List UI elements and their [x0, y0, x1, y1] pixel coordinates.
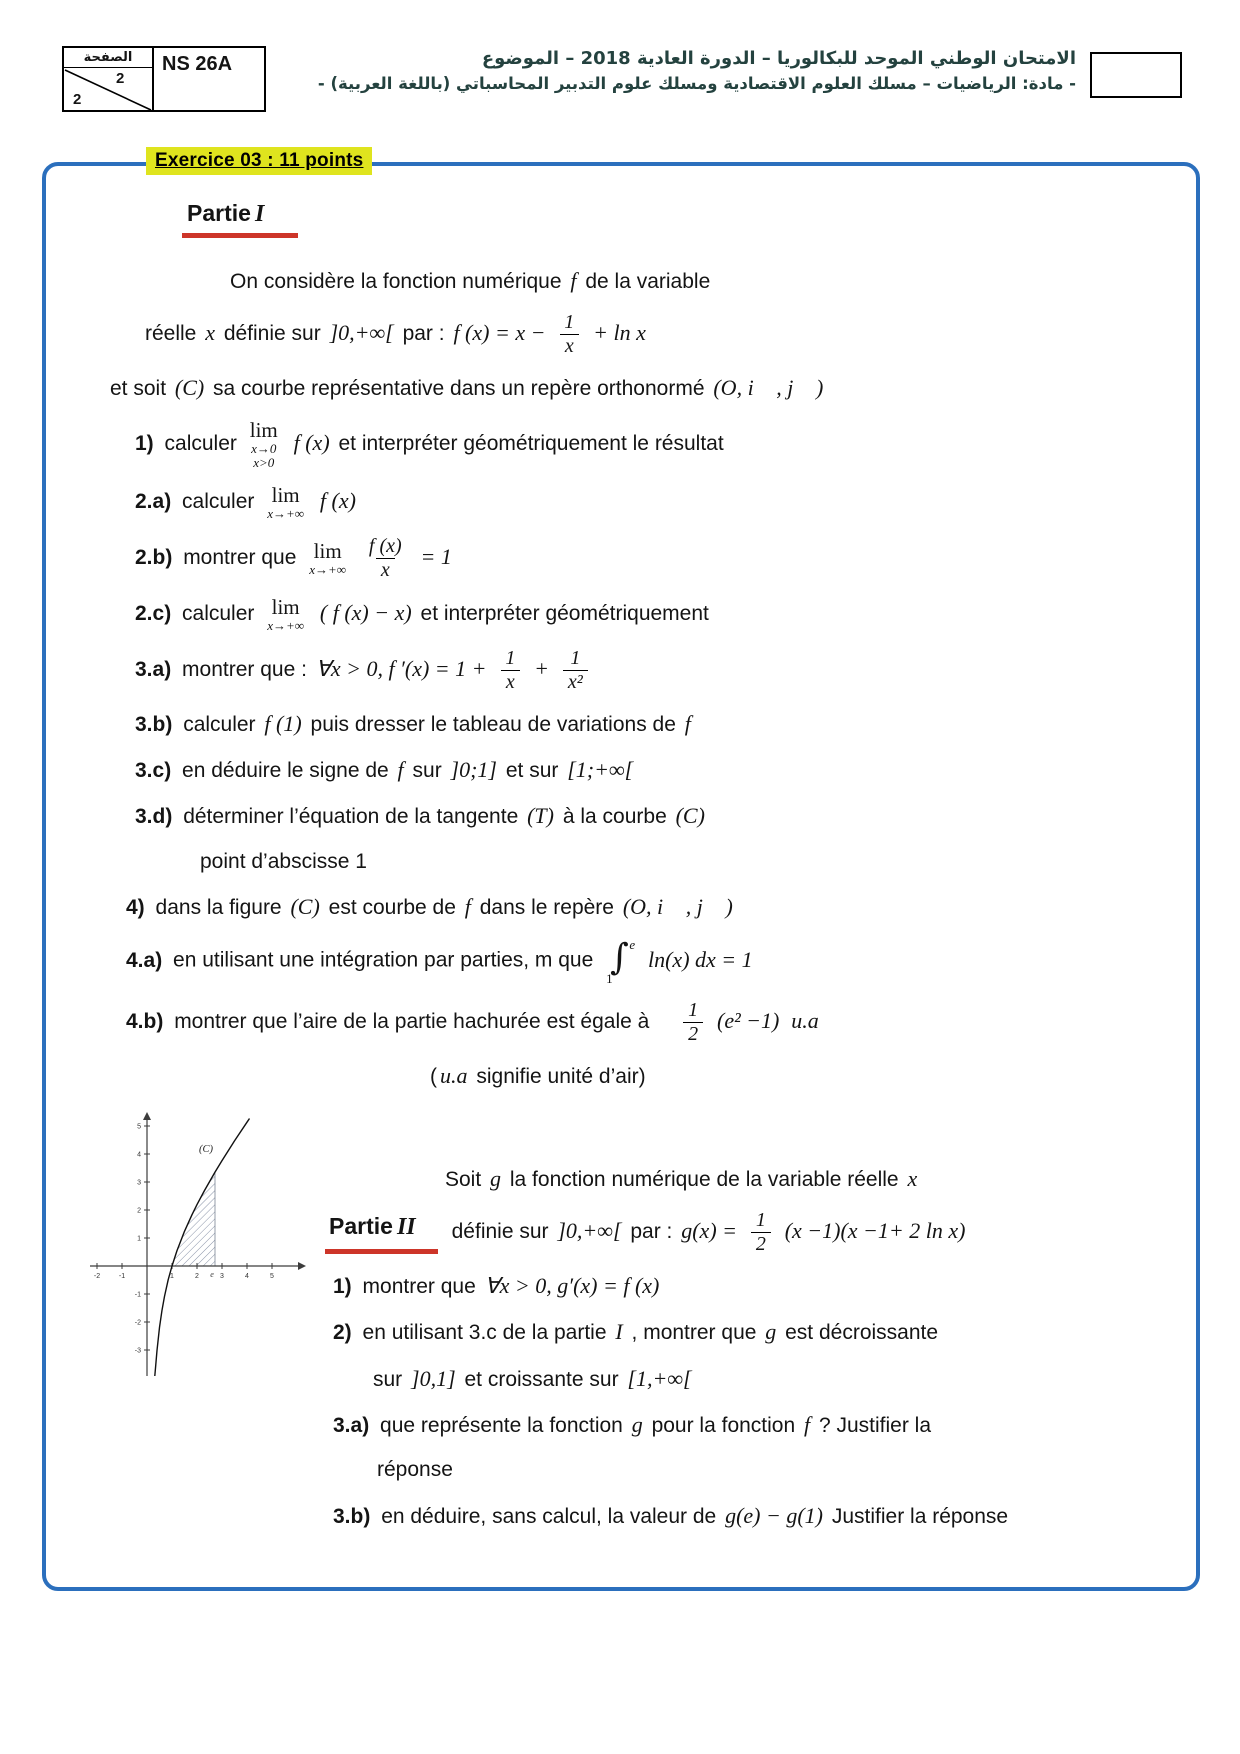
math-interval: ]0,1]: [411, 1365, 456, 1391]
math-T: (T): [527, 803, 554, 829]
fraction: [683, 1000, 703, 1045]
text: sa courbe représentative dans un repère orthonormé: [213, 377, 705, 401]
unit-note: [430, 1061, 1172, 1091]
fraction: [559, 312, 579, 357]
lim-subscript: x→+∞: [267, 505, 305, 521]
math-interval: [1;+∞[: [567, 757, 634, 783]
text: sur: [373, 1367, 403, 1391]
frac-denominator: x: [501, 670, 520, 693]
frac-numerator: 1: [505, 646, 516, 669]
lim-word: lim: [249, 417, 278, 442]
text: et interpréter géométriquement: [420, 601, 709, 625]
math-expr: (e² −1): [717, 1008, 780, 1034]
text: est courbe de: [328, 896, 456, 920]
page-number-box: [62, 46, 154, 112]
math-f: f: [804, 1412, 811, 1438]
question-number: 4): [126, 896, 145, 920]
math-repere: (O, i⃗ , j⃗ ): [622, 894, 733, 920]
text: montrer que l’aire de la partie hachurée est égale à: [174, 1010, 650, 1034]
exam-title-line2: - مادة: الرياضيات – مسلك العلوم الاقتصادية ومسلك علوم التدبير المحاسباتي (باللغة العربية) -: [317, 74, 1076, 94]
question-number: 1): [333, 1275, 352, 1299]
frac-numerator: 1: [570, 646, 581, 669]
text: par :: [402, 322, 445, 346]
text: montrer que :: [182, 657, 307, 681]
question-number: 4.b): [126, 1010, 164, 1034]
question-4: [126, 892, 1172, 922]
lim-word: lim: [271, 594, 300, 619]
partie-2-heading: [325, 1211, 438, 1253]
text: calculer: [182, 601, 255, 625]
limit-notation: [267, 594, 305, 633]
math-interval: ]0,+∞[: [329, 320, 394, 346]
question-2c: [135, 594, 1172, 633]
text: dans le repère: [479, 896, 614, 920]
y-tick-label: 4: [137, 1151, 141, 1159]
curve-label: (C): [199, 1143, 213, 1155]
lim-subscript: x>0: [253, 454, 275, 470]
text: réponse: [377, 1458, 453, 1482]
p2-intro-line-1: [445, 1164, 1172, 1194]
intro-line-1: [230, 266, 1172, 296]
math-expr: f (x) = x −: [453, 320, 546, 346]
question-number: 3.c): [135, 759, 172, 783]
text: On considère la fonction numérique: [230, 270, 562, 293]
figure-graph: [85, 1108, 325, 1547]
p2-question-3b: [333, 1501, 1172, 1531]
math-expr: + ln x: [593, 320, 646, 346]
math-g: g: [631, 1412, 643, 1438]
question-number: 4.a): [126, 948, 163, 972]
math-fx: f (x): [293, 429, 330, 455]
text: pour la fonction: [651, 1414, 796, 1438]
p2-question-2: [333, 1317, 1172, 1347]
integral-lower-bound: 1: [606, 970, 613, 986]
limit-notation: [249, 417, 278, 470]
math-fx: f (x): [319, 487, 356, 513]
math-plus: +: [534, 655, 550, 681]
y-tick-label: 5: [137, 1123, 141, 1131]
text: de la variable: [585, 270, 711, 293]
math-expr: g(e) − g(1): [725, 1502, 823, 1528]
text: et soit: [110, 377, 167, 401]
page-header: [0, 0, 1240, 112]
partie-roman: II: [396, 1214, 416, 1241]
math-f1: f (1): [264, 710, 302, 736]
question-number: 2.c): [135, 601, 172, 625]
x-tick-label: 2: [195, 1272, 199, 1280]
math-f: f: [684, 710, 691, 736]
x-tick-label: 1: [170, 1272, 174, 1280]
text: montrer que: [183, 545, 297, 569]
question-number: 1): [135, 431, 154, 455]
question-1: [135, 417, 1172, 470]
math-expr: ∀x > 0, g′(x) = f (x): [484, 1273, 660, 1299]
y-tick-label: 1: [137, 1235, 141, 1243]
x-tick-label: 3: [220, 1272, 224, 1280]
partie-2-column: [325, 1108, 1172, 1547]
text: puis dresser le tableau de variations de: [310, 712, 676, 736]
exam-title-line1: الامتحان الوطني الموحد للبكالوريا – الدورة العادية 2018 – الموضوع: [481, 48, 1076, 69]
text: en utilisant 3.c de la partie: [362, 1321, 607, 1345]
math-g: g: [490, 1165, 502, 1191]
text: par :: [630, 1220, 673, 1244]
lim-word: lim: [313, 538, 342, 563]
integral-notation: [603, 938, 635, 984]
question-3c: [135, 755, 1172, 785]
frac-denominator: x: [376, 558, 395, 581]
math-f: f: [464, 894, 471, 920]
text: réelle: [145, 322, 197, 346]
p2-question-3a: [333, 1410, 1172, 1440]
lim-subscript: x→0: [251, 440, 277, 456]
text: définie sur: [223, 322, 321, 346]
text: (: [430, 1065, 437, 1089]
text: ? Justifier la: [818, 1414, 932, 1438]
math-f: f: [397, 757, 404, 783]
text: point d’abscisse 1: [200, 849, 367, 873]
y-tick-label: 3: [137, 1179, 141, 1187]
frac-denominator: x²: [563, 670, 588, 693]
fraction: [500, 648, 520, 693]
math-x: x: [205, 320, 215, 346]
text: sur: [412, 759, 442, 783]
question-3a: [135, 648, 1172, 693]
exercise-title: Exercice 03 : 11 points: [146, 147, 372, 175]
lim-subscript: x→+∞: [309, 561, 347, 577]
question-4b: [126, 1000, 1172, 1045]
math-C: (C): [675, 803, 705, 829]
question-number: 2.b): [135, 545, 173, 569]
curve-figure-svg: [85, 1108, 320, 1386]
fraction: [751, 1210, 771, 1255]
math-expr: ln(x) dx = 1: [647, 946, 753, 972]
partie-label: Partie: [187, 200, 251, 226]
text: déterminer l’équation de la tangente: [183, 805, 519, 829]
question-2a: [135, 482, 1172, 521]
page-label: الصفحة: [64, 48, 152, 68]
text: en utilisant une intégration par parties, m que: [173, 948, 594, 972]
question-number: 2.a): [135, 489, 172, 513]
intro-line-3: [110, 373, 1172, 403]
text: en déduire, sans calcul, la valeur de: [381, 1504, 717, 1528]
frac-numerator: 1: [564, 311, 575, 334]
math-interval: [1,+∞[: [627, 1365, 692, 1391]
hatched-area: [172, 1172, 215, 1266]
math-g: g: [765, 1319, 777, 1345]
exam-titles: [266, 46, 1090, 97]
text: calculer: [183, 712, 256, 736]
y-tick-label: -1: [134, 1291, 141, 1299]
math-expr: ∀x > 0, f ′(x) = 1 +: [315, 655, 487, 681]
integral-upper-bound: e: [629, 937, 636, 953]
frac-denominator: x: [560, 334, 579, 357]
math-C: (C): [174, 375, 205, 401]
frac-numerator: 1: [755, 1209, 766, 1232]
question-3d-continued: [200, 848, 1172, 876]
question-number: 3.a): [135, 657, 172, 681]
math-x: x: [907, 1165, 918, 1191]
p2-question-2-continued: [373, 1364, 1172, 1394]
text: définie sur: [451, 1220, 549, 1244]
math-f: f: [570, 268, 577, 293]
frac-numerator: f (x): [368, 534, 402, 557]
text: , montrer que: [631, 1321, 757, 1345]
text: à la courbe: [562, 805, 667, 829]
text: montrer que: [362, 1275, 476, 1299]
exam-code: NS 26A: [152, 46, 266, 112]
fraction: [364, 536, 407, 581]
math-expr: g(x) =: [681, 1218, 737, 1244]
text: Soit: [445, 1167, 482, 1191]
math-expr: (x −1)(x −1+ 2 ln x): [784, 1218, 966, 1244]
partie-label: Partie: [329, 1213, 393, 1240]
frac-numerator: 1: [688, 999, 699, 1022]
limit-notation: [309, 538, 347, 577]
question-3b: [135, 709, 1172, 739]
question-3d: [135, 801, 1172, 831]
math-ua: u.a: [440, 1063, 468, 1089]
question-4a: [126, 938, 1172, 984]
text: la fonction numérique de la variable réelle: [509, 1167, 899, 1191]
math-repere: (O, i⃗ , j⃗ ): [713, 375, 824, 401]
lim-word: lim: [271, 482, 300, 507]
math-ua: u.a: [791, 1008, 819, 1034]
intro-line-2: [145, 312, 1172, 357]
p2-question-1: [333, 1271, 1172, 1301]
y-tick-label: -3: [134, 1347, 141, 1355]
question-number: 3.d): [135, 805, 173, 829]
question-number: 3.a): [333, 1414, 370, 1438]
question-number: 2): [333, 1321, 352, 1345]
y-tick-label: 2: [137, 1207, 141, 1215]
x-tick-label: -1: [118, 1272, 126, 1280]
text: et interpréter géométriquement le résultat: [338, 431, 724, 455]
text: calculer: [164, 431, 237, 455]
lim-subscript: x→+∞: [267, 617, 305, 633]
text: calculer: [182, 489, 255, 513]
p2-intro-line-2: [452, 1210, 969, 1255]
frac-denominator: 2: [751, 1232, 771, 1255]
text: est décroissante: [785, 1321, 939, 1345]
question-2b: [135, 536, 1172, 581]
exercise-frame: [42, 150, 1200, 1591]
x-tick-label: -2: [93, 1272, 101, 1280]
fraction: [563, 648, 588, 693]
partie-roman: I: [254, 201, 265, 227]
page-total: 2: [73, 91, 82, 108]
x-tick-label: 4: [245, 1272, 249, 1280]
p2-heading-row: [325, 1210, 1172, 1255]
text: que représente la fonction: [380, 1414, 623, 1438]
text: en déduire le signe de: [182, 759, 389, 783]
page-current: 2: [116, 70, 125, 87]
question-number: 3.b): [135, 712, 173, 736]
math-C: (C): [290, 894, 320, 920]
frac-denominator: 2: [683, 1022, 703, 1045]
text: dans la figure: [155, 896, 282, 920]
math-expr: ( f (x) − x): [319, 599, 412, 625]
x-tick-label: 5: [270, 1272, 274, 1280]
math-roman-I: I: [615, 1319, 623, 1345]
e-tick-label: e: [210, 1269, 214, 1279]
p2-question-3a-continued: [377, 1456, 1172, 1484]
figure-and-partie2-row: [85, 1108, 1172, 1547]
integral-sign: ∫: [610, 937, 629, 979]
empty-box: [1090, 52, 1182, 98]
text: et croissante sur: [464, 1367, 619, 1391]
partie-1-heading: [182, 200, 298, 238]
text: et sur: [505, 759, 559, 783]
limit-notation: [267, 482, 305, 521]
math-interval: ]0;1]: [450, 757, 497, 783]
math-expr: = 1: [420, 543, 452, 569]
question-number: 3.b): [333, 1504, 371, 1528]
math-interval: ]0,+∞[: [557, 1218, 622, 1244]
text: signifie unité d’air): [476, 1065, 646, 1089]
text: Justifier la réponse: [831, 1504, 1009, 1528]
y-tick-label: -2: [134, 1319, 141, 1327]
